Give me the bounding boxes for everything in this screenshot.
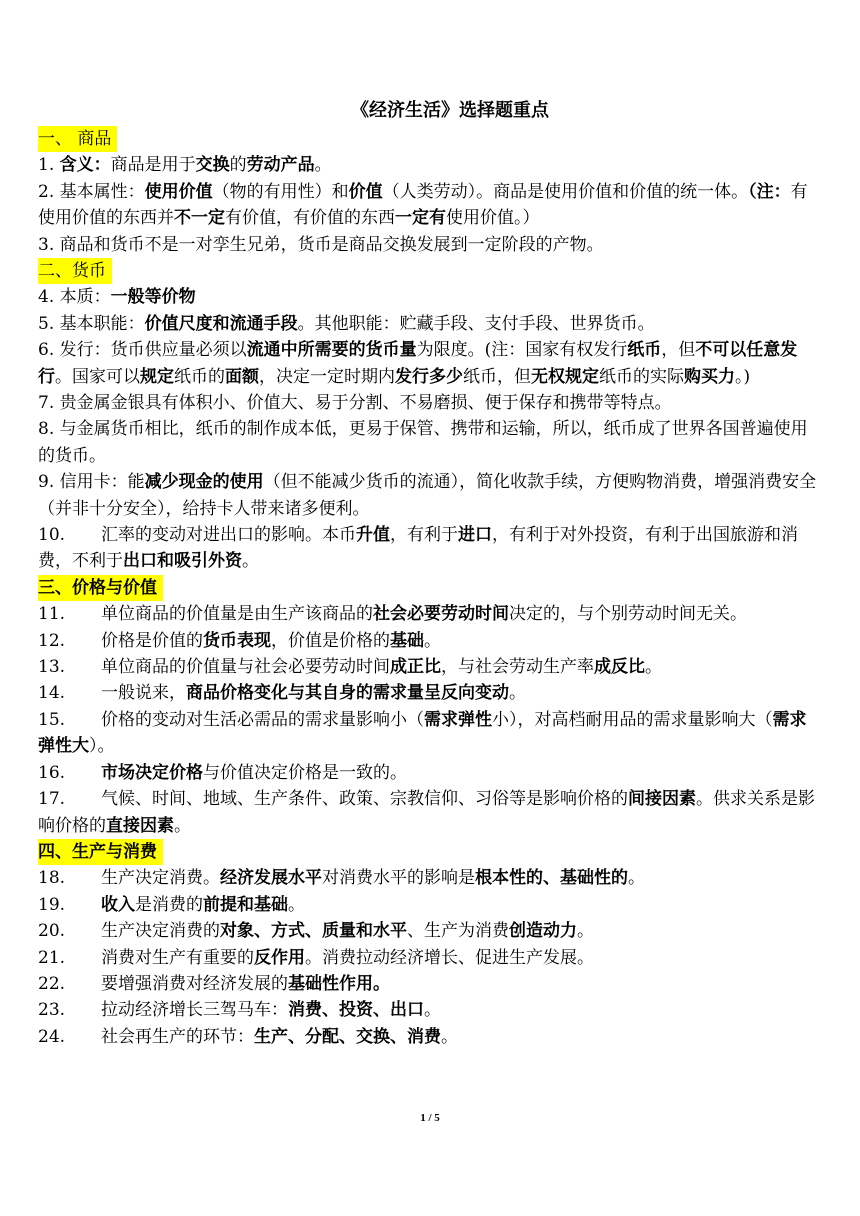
list-item — [38, 152, 822, 178]
item-text: （人类劳动）。商品是使用价值和价值的统一体。 — [382, 181, 749, 202]
item-text: 、生产为消费 — [407, 921, 509, 942]
item-text: 。其他职能：贮藏手段、支付手段、世界货币。 — [297, 313, 655, 334]
emphasized-text: 减少现金的使用 — [144, 472, 264, 493]
item-text: 有使用价值的东西并 — [38, 181, 808, 229]
emphasized-text: 一般等价物 — [110, 287, 196, 308]
item-text: 拉动经济增长三驾马车： — [101, 1000, 288, 1021]
section-heading — [38, 575, 822, 601]
emphasized-text: 交换 — [195, 155, 230, 176]
emphasized-text: 基础 — [390, 630, 424, 651]
emphasized-text: 需求弹性 — [424, 709, 492, 730]
section-heading-text: 四、生产与消费 — [38, 839, 163, 865]
item-text: （但不能减少货币的流通），简化收款手续，方便购物消费，增强消费安全（并非十分安全），给持卡人带来诸多便利。 — [38, 472, 817, 519]
item-text: 单位商品的价值量与社会必要劳动时间 — [101, 657, 390, 678]
item-text: 对消费水平的影响是 — [322, 868, 475, 889]
item-number: 24. — [38, 1026, 66, 1047]
item-text: ，价值是价格的 — [271, 630, 390, 651]
item-number: 5. — [38, 313, 55, 334]
list-item — [38, 390, 822, 416]
emphasized-text: 一定有 — [395, 208, 446, 229]
item-number: 16. — [38, 762, 66, 783]
item-text: （物的有用性）和 — [212, 181, 349, 202]
item-text: 生产决定消费。 — [101, 868, 220, 889]
item-text: 基本职能： — [54, 313, 145, 334]
emphasized-text: 价值 — [348, 181, 383, 202]
emphasized-text: （注： — [748, 181, 791, 202]
emphasized-text: 收入 — [101, 894, 135, 915]
item-text: 。 — [174, 815, 191, 836]
item-number: 2. — [38, 181, 55, 202]
emphasized-text: 不一定 — [174, 208, 225, 229]
emphasized-text: 使用价值 — [144, 181, 213, 202]
item-text: 生产决定消费的 — [101, 921, 220, 942]
emphasized-text: 发行多少 — [395, 366, 463, 387]
list-item — [38, 1024, 822, 1050]
item-text: 。 — [645, 657, 662, 678]
item-number: 14. — [38, 683, 66, 704]
emphasized-text: 根本性的、基础性的 — [475, 868, 628, 889]
section-heading-text: 三、价格与价值 — [38, 575, 163, 601]
emphasized-text: 货币表现 — [203, 630, 271, 651]
item-text: ，有利于 — [390, 525, 458, 546]
item-text: 商品和货币不是一对孪生兄弟，货币是商品交换发展到一定阶段的产物。 — [54, 234, 604, 255]
item-text: 。 — [242, 551, 259, 572]
list-item — [38, 786, 822, 839]
emphasized-text: 不可以任意发行 — [38, 340, 798, 387]
emphasized-text: 面额 — [225, 366, 259, 387]
emphasized-text: 直接因素 — [106, 815, 174, 836]
item-text: 与金属货币相比，纸币的制作成本低，更易于保管、携带和运输，所以，纸币成了世界各国普遍使用的货币。 — [38, 419, 808, 466]
list-item — [38, 918, 822, 944]
emphasized-text: 对象、方式、质量和水平 — [220, 921, 407, 942]
item-text: ，有利于对外投资，有利于出国旅游和消费，不利于 — [38, 525, 798, 572]
item-text: 是消费的 — [135, 894, 203, 915]
item-number: 12. — [38, 630, 66, 651]
list-item — [38, 707, 822, 760]
item-number: 3. — [38, 234, 55, 255]
item-text: 价格是价值的 — [101, 630, 203, 651]
item-text: 使用价值。） — [446, 208, 540, 229]
item-text: 消费对生产有重要的 — [101, 947, 254, 968]
item-number: 10. — [38, 525, 66, 546]
emphasized-text: 需求弹性大 — [38, 709, 807, 757]
item-text: 。 — [424, 630, 441, 651]
emphasized-text: 前提和基础 — [203, 894, 288, 915]
item-text: 社会再生产的环节： — [101, 1026, 254, 1047]
emphasized-text: 间接因素 — [628, 789, 696, 810]
list-item — [38, 997, 822, 1023]
item-number: 6. — [38, 340, 55, 361]
list-item — [38, 760, 822, 786]
item-number: 20. — [38, 921, 66, 942]
item-text: 基本属性： — [54, 181, 145, 202]
item-text: 。 — [628, 868, 645, 889]
item-number: 21. — [38, 947, 66, 968]
emphasized-text: 进口 — [458, 525, 492, 546]
item-number: 17. — [38, 789, 66, 810]
item-text: 小），对高档耐用品的需求量影响大（ — [492, 709, 773, 730]
list-item — [38, 601, 822, 627]
item-text: 决定的，与个别劳动时间无关。 — [509, 604, 747, 625]
item-text: 商品是用于 — [110, 155, 196, 176]
item-number: 15. — [38, 709, 66, 730]
document-body — [38, 96, 822, 1050]
item-text: 纸币的 — [174, 366, 225, 387]
item-text: 一般说来， — [101, 683, 186, 704]
item-text: ，与社会劳动生产率 — [441, 657, 594, 678]
list-item — [38, 628, 822, 654]
document-title: 《经济生活》选择题重点 — [351, 100, 549, 121]
item-number: 7. — [38, 393, 55, 414]
item-text: 。 — [314, 155, 332, 176]
item-text: 。 — [288, 894, 305, 915]
emphasized-text: 创造动力 — [509, 921, 577, 942]
item-text: 要增强消费对经济发展的 — [101, 973, 288, 994]
emphasized-text: 价值尺度和流通手段 — [144, 313, 298, 334]
item-text: 。国家可以 — [55, 366, 140, 387]
item-text: 。供求关系是影响价格的 — [38, 789, 815, 836]
emphasized-text: 市场决定价格 — [101, 762, 203, 783]
item-text: ）。 — [89, 736, 115, 757]
list-item — [38, 311, 822, 337]
list-item — [38, 337, 822, 390]
emphasized-text: 流通中所需要的货币量 — [246, 340, 417, 361]
item-number: 11. — [38, 604, 66, 625]
item-number: 8. — [38, 419, 55, 440]
item-text: 。) — [735, 366, 751, 387]
list-item — [38, 892, 822, 918]
item-text: 气候、时间、地域、生产条件、政策、宗教信仰、习俗等是影响价格的 — [101, 789, 628, 810]
list-item — [38, 232, 822, 258]
list-item — [38, 654, 822, 680]
item-text: 发行：货币供应量必须以 — [54, 340, 247, 361]
item-number: 4. — [38, 287, 55, 308]
emphasized-text: 消费、投资、出口 — [288, 1000, 424, 1021]
emphasized-text: 基础性作用。 — [288, 973, 390, 994]
list-item — [38, 865, 822, 891]
sections-container — [38, 126, 822, 1050]
list-item — [38, 469, 822, 522]
item-text: 与价值决定价格是一致的。 — [203, 762, 407, 783]
list-item — [38, 945, 822, 971]
item-text: 贵金属金银具有体积小、价值大、易于分割、不易磨损、便于保存和携带等特点。 — [54, 393, 672, 414]
item-number: 19. — [38, 894, 66, 915]
emphasized-text: 生产、分配、交换、消费 — [254, 1026, 441, 1047]
list-item — [38, 522, 822, 575]
item-text: 有价值，有价值的东西 — [225, 208, 395, 229]
section-heading — [38, 126, 822, 152]
emphasized-text: 出口和吸引外资 — [123, 551, 242, 572]
list-item — [38, 680, 822, 706]
page-number: 1 / 5 — [420, 1112, 440, 1124]
item-number: 22. — [38, 973, 66, 994]
section-heading-text: 二、货币 — [38, 258, 112, 284]
emphasized-text: 纸币 — [627, 340, 662, 361]
item-text: 。 — [509, 683, 526, 704]
emphasized-text: 反作用 — [254, 947, 305, 968]
list-item — [38, 971, 822, 997]
item-text: 价格的变动对生活必需品的需求量影响小（ — [101, 709, 424, 730]
emphasized-text: 劳动产品 — [246, 155, 315, 176]
emphasized-text: 社会必要劳动时间 — [373, 604, 509, 625]
item-text: 纸币，但 — [463, 366, 531, 387]
item-text: ，决定一定时期内 — [259, 366, 395, 387]
item-text: 汇率的变动对进出口的影响。本币 — [101, 525, 356, 546]
item-text: 本质： — [54, 287, 111, 308]
emphasized-text: 无权规定 — [531, 366, 599, 387]
item-text: 。 — [424, 1000, 441, 1021]
emphasized-text: 商品价格变化与其自身的需求量呈反向变动 — [186, 683, 509, 704]
emphasized-text: 购买力 — [684, 366, 735, 387]
emphasized-text: 升值 — [356, 525, 390, 546]
section-heading — [38, 258, 822, 284]
item-text: 为限度。(注：国家有权发行 — [416, 340, 628, 361]
item-text: 。消费拉动经济增长、促进生产发展。 — [305, 947, 594, 968]
item-text: 信用卡：能 — [54, 472, 145, 493]
emphasized-text: 成反比 — [594, 657, 645, 678]
item-number: 9. — [38, 472, 55, 493]
emphasized-text: 成正比 — [390, 657, 441, 678]
item-text: 。 — [441, 1026, 458, 1047]
item-number: 13. — [38, 657, 66, 678]
emphasized-text: 规定 — [140, 366, 174, 387]
emphasized-text: 经济发展水平 — [220, 868, 322, 889]
item-text: 。 — [577, 921, 594, 942]
list-item — [38, 284, 822, 310]
item-number: 1. — [38, 155, 55, 176]
section-heading-text: 一、 商品 — [38, 126, 117, 152]
item-text: 的 — [229, 155, 247, 176]
list-item — [38, 416, 822, 469]
item-text: ，但 — [661, 340, 696, 361]
item-text: 单位商品的价值量是由生产该商品的 — [101, 604, 373, 625]
emphasized-text: 含义： — [59, 155, 111, 176]
item-number: 23. — [38, 1000, 66, 1021]
section-heading — [38, 839, 822, 865]
item-text: 纸币的实际 — [599, 366, 684, 387]
item-number: 18. — [38, 868, 66, 889]
list-item — [38, 179, 822, 232]
